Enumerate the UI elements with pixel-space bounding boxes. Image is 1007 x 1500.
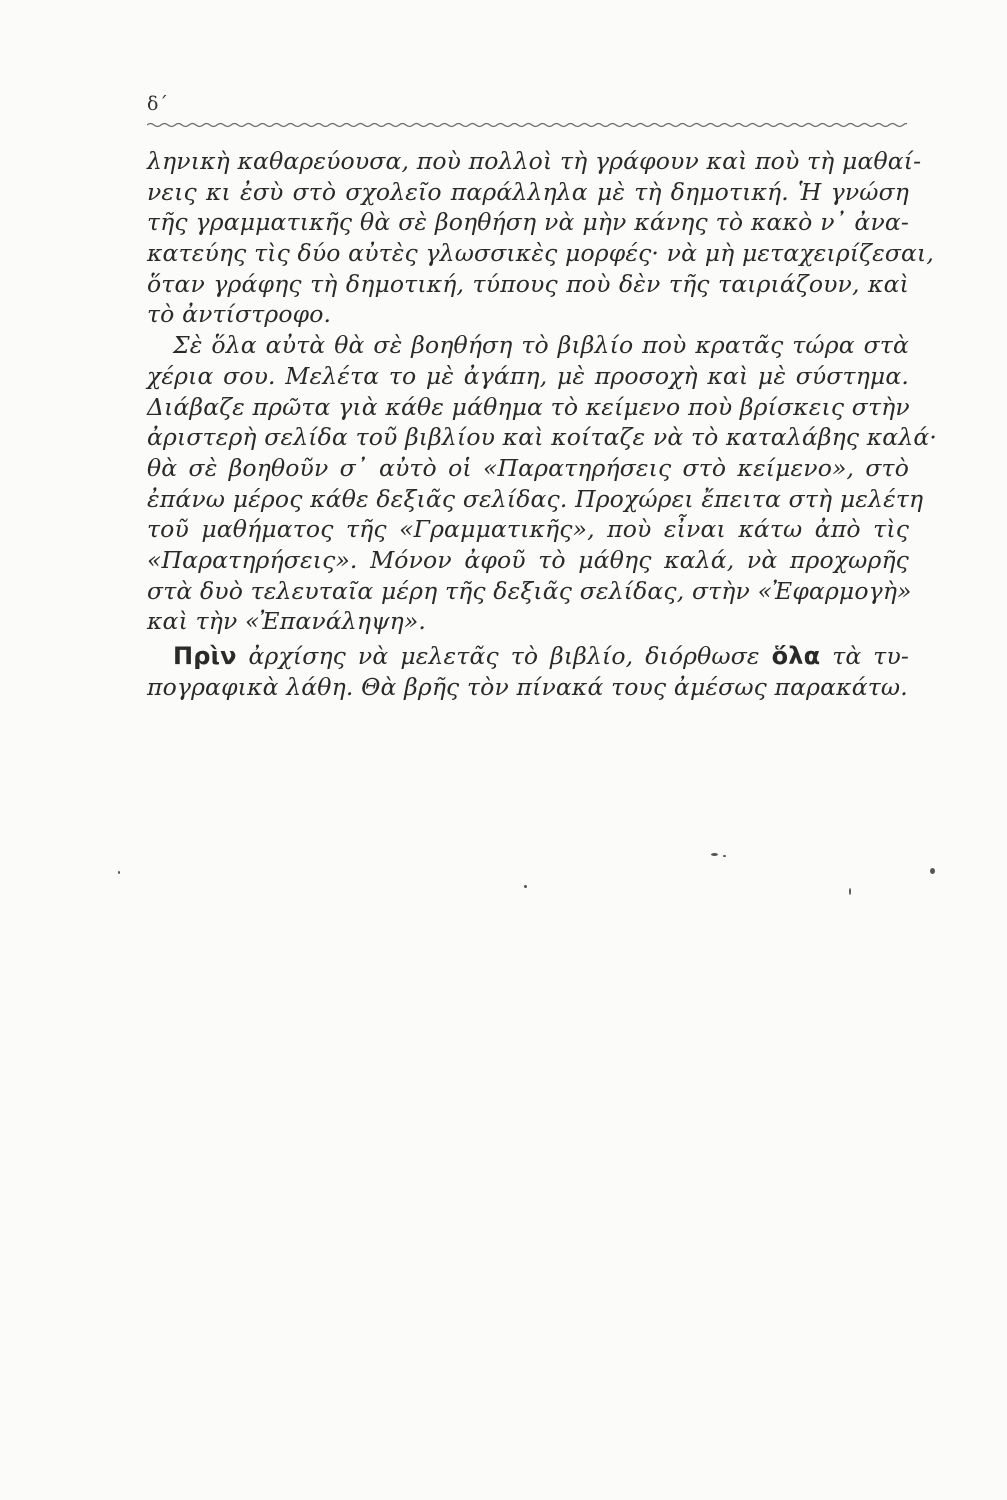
header-wavy-rule [147, 120, 907, 130]
text-span: τὰ τυ- [832, 642, 909, 670]
text-line: «Παρατηρήσεις». Μόνον ἀφοῦ τὸ μάθης καλά, νὰ προχωρῆς [147, 545, 909, 574]
print-speck [118, 871, 120, 874]
text-line: ἐπάνω μέρος κάθε δεξιᾶς σελίδας. Προχώρει ἔπειτα στὴ μελέτη [147, 484, 924, 513]
text-line: Σὲ ὅλα αὐτὰ θὰ σὲ βοηθήση τὸ βιβλίο ποὺ κρατᾶς τώρα στὰ [173, 331, 909, 360]
text-line: θὰ σὲ βοηθοῦν σ᾿ αὐτὸ οἱ «Παρατηρήσεις στὸ κείμενο», στὸ [147, 453, 909, 482]
text-line: καὶ τὴν «Ἐπανάληψη». [147, 607, 427, 636]
paragraph-3 [147, 641, 909, 702]
text-line: τῆς γραμματικῆς θὰ σὲ βοηθήση νὰ μὴν κάνης τὸ κακὸ ν᾿ ἀνα- [147, 208, 909, 237]
print-speck [849, 888, 851, 895]
print-speck [930, 868, 935, 874]
text-line: ὅταν γράφης τὴ δημοτική, τύπους ποὺ δὲν τῆς ταιριάζουν, καὶ [147, 269, 909, 298]
body-text [147, 146, 938, 702]
page-number: δ΄ [147, 93, 168, 115]
text-line: ληνικὴ καθαρεύουσα, ποὺ πολλοὶ τὴ γράφουν καὶ ποὺ τὴ μαθαί- [147, 147, 922, 175]
text-line: πογραφικὰ λάθη. Θὰ βρῆς τὸν πίνακά τους ἀμέσως παρακάτω. [147, 672, 908, 701]
text-line: κατεύης τὶς δύο αὐτὲς γλωσσικὲς μορφές· νὰ μὴ μεταχειρίζεσαι, [147, 239, 935, 268]
text-line: στὰ δυὸ τελευταῖα μέρη τῆς δεξιᾶς σελίδας, στὴν «Ἐφαρμογὴ» [147, 576, 912, 605]
text-line: ἀριστερὴ σελίδα τοῦ βιβλίου καὶ κοίταζε νὰ τὸ καταλάβης καλά· [147, 423, 938, 452]
paragraph-1 [147, 146, 935, 330]
text-line: Διάβαζε πρῶτα γιὰ κάθε μάθημα τὸ κείμενο ποὺ βρίσκεις στὴν [147, 392, 910, 421]
text-line [147, 641, 909, 672]
text-line: χέρια σου. Μελέτα το μὲ ἀγάπη, μὲ προσοχὴ καὶ μὲ σύστημα. [147, 361, 909, 390]
paragraph-2 [147, 330, 938, 637]
print-speck [524, 885, 527, 888]
print-speck [723, 855, 726, 857]
print-speck [711, 853, 718, 856]
text-line: τοῦ μαθήματος τῆς «Γραμματικῆς», ποὺ εἶναι κάτω ἀπὸ τὶς [147, 515, 909, 544]
text-line: νεις κι ἐσὺ στὸ σχολεῖο παράλληλα μὲ τὴ δημοτική. Ἡ γνώση [147, 177, 909, 206]
text-line: τὸ ἀντίστροφο. [147, 300, 332, 329]
bold-word: ὅλα [771, 642, 821, 670]
text-span: ἀρχίσης νὰ μελετᾶς τὸ βιβλίο, διόρθωσε [248, 642, 760, 670]
bold-word: Πρὶν [173, 642, 237, 670]
